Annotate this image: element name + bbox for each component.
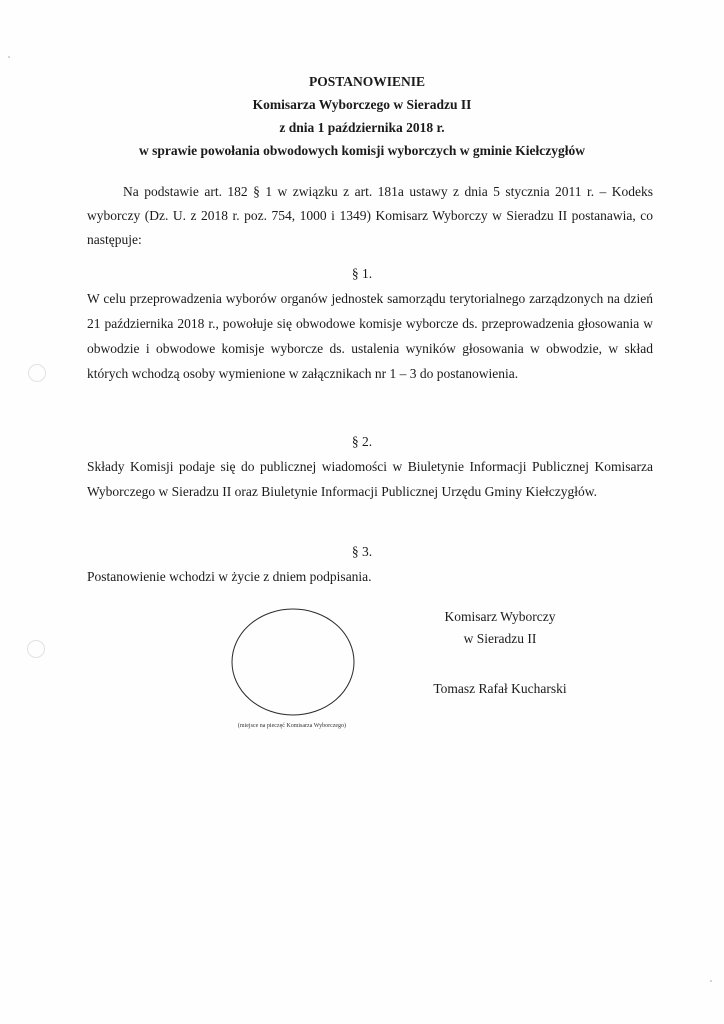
punch-hole-mark <box>27 640 45 658</box>
signatory-role: Komisarz Wyborczy <box>444 609 556 624</box>
seal-placeholder-circle <box>230 607 356 717</box>
signature-block <box>400 606 600 700</box>
section-1-text: W celu przeprowadzenia wyborów organów jednostek samorządu terytorialnego zarządzonych na dzień 21 października 2018 r., powołuje się obwodowe komisje wyborcze ds. przeprowadzenia głosowania w obwodzie i obwodowe komisje wyborcze ds. ustalenia wyników głosowania w obwodzie, w skład których wchodzą osoby wymienione w załącznikach nr 1 – 3 do postanowienia. <box>87 291 653 381</box>
document-date: z dnia 1 października 2018 r. <box>279 120 445 135</box>
document-subject: w sprawie powołania obwodowych komisji wyborczych w gminie Kiełczygłów <box>139 143 585 158</box>
section-3-text: Postanowienie wchodzi w życie z dniem podpisania. <box>87 569 372 584</box>
document-title: POSTANOWIENIE <box>308 74 426 89</box>
seal-caption: (miejsce na pieczęć Komisarza Wyborczego) <box>237 723 347 729</box>
signatory-location: w Sieradzu II <box>463 631 537 646</box>
legal-basis-paragraph: Na podstawie art. 182 § 1 w związku z art. 181a ustawy z dnia 5 stycznia 2011 r. – Kodeks wyborczy (Dz. U. z 2018 r. poz. 754, 1000 i 1349) Komisarz Wyborczy w Sieradzu II postanawia, co następuje: <box>87 184 653 247</box>
section-1-number: § 1. <box>351 266 373 281</box>
issuing-authority: Komisarza Wyborczego w Sieradzu II <box>252 97 472 112</box>
scan-speck <box>710 980 712 982</box>
section-2-text: Składy Komisji podaje się do publicznej wiadomości w Biuletynie Informacji Publicznej Komisarza Wyborczego w Sieradzu II oraz Biuletynie Informacji Publicznej Urzędu Gminy Kiełczygłów. <box>87 459 653 499</box>
scan-speck <box>8 56 10 58</box>
section-3-number: § 3. <box>351 544 373 559</box>
signatory-name: Tomasz Rafał Kucharski <box>433 681 567 696</box>
section-2-number: § 2. <box>351 434 373 449</box>
document-header <box>0 70 724 162</box>
punch-hole-mark <box>28 364 46 382</box>
